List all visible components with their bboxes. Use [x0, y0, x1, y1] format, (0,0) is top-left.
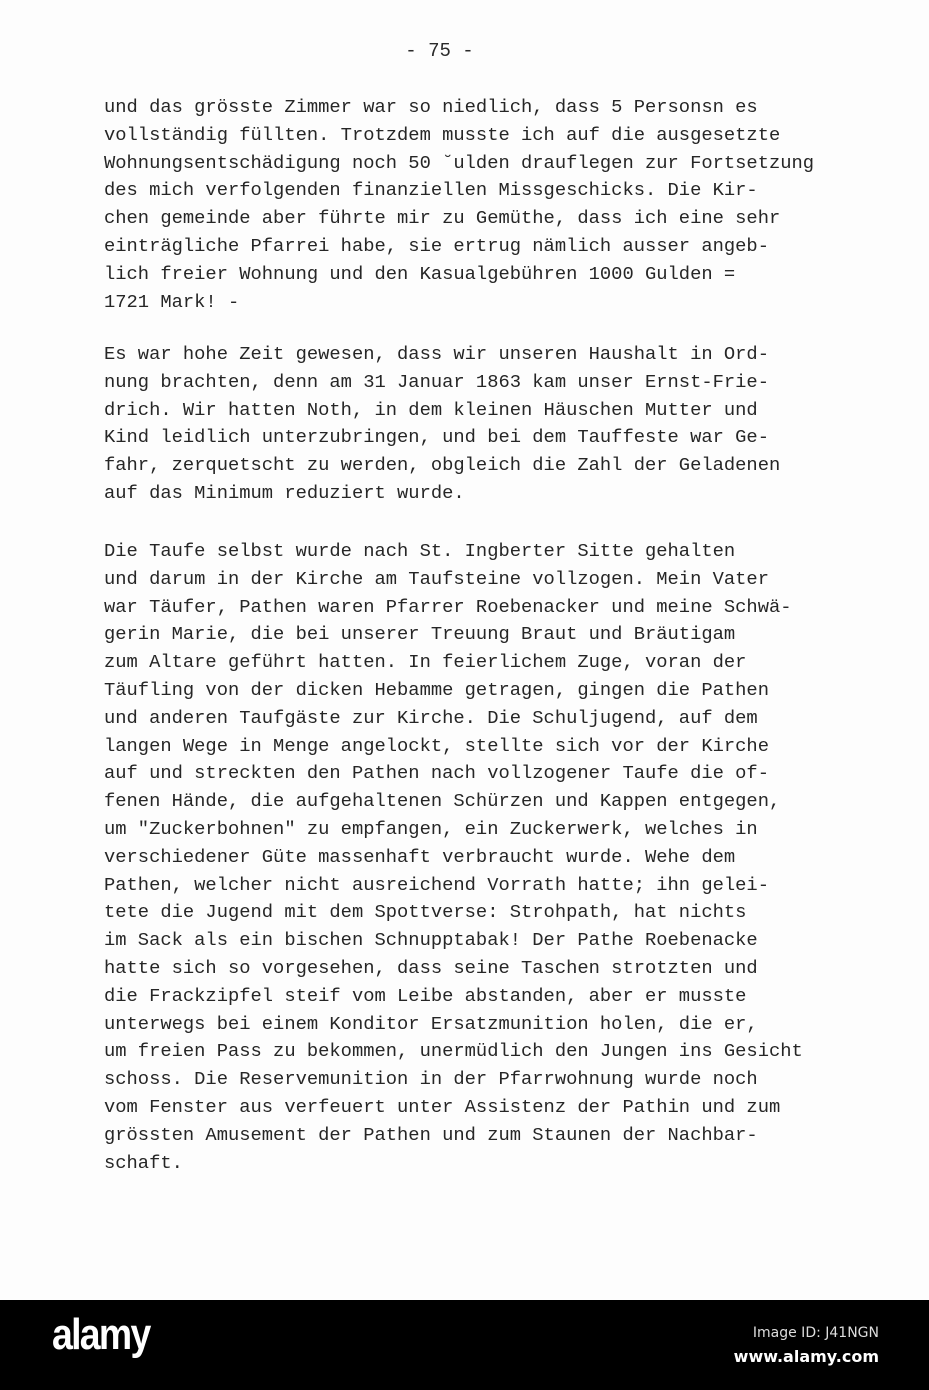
text-line: um "Zuckerbohnen" zu empfangen, ein Zuckerwerk, welches in — [104, 817, 758, 840]
text-line: tete die Jugend mit dem Spottverse: Strohpath, hat nichts — [104, 901, 747, 924]
text-line: langen Wege in Menge angelockt, stellte sich vor der Kirche — [104, 734, 769, 757]
text-line: zum Altare geführt hatten. In feierlichem Zuge, voran der — [104, 651, 747, 674]
text-line: vom Fenster aus verfeuert unter Assistenz der Pathin und zum — [104, 1095, 781, 1118]
text-line: gerin Marie, die bei unserer Treuung Braut und Bräutigam — [104, 623, 736, 646]
text-line: und darum in der Kirche am Taufsteine vollzogen. Mein Vater — [104, 567, 769, 590]
text-line: Es war hohe Zeit gewesen, dass wir unseren Haushalt in Ord- — [104, 343, 769, 365]
text-line: Täufling von der dicken Hebamme getragen, gingen die Pathen — [104, 678, 769, 701]
text-line: des mich verfolgenden finanziellen Missgeschicks. Die Kir- — [104, 179, 758, 202]
text-line: nung brachten, denn am 31 Januar 1863 kam unser Ernst-Frie- — [104, 370, 769, 393]
text-line: im Sack als ein bischen Schnupptabak! Der Pathe Roebenacke — [104, 929, 758, 952]
text-line: Wohnungsentschädigung noch 50 ˘ulden drauflegen zur Fortsetzung — [104, 151, 815, 174]
text-line: Kind leidlich unterzubringen, und bei dem Tauffeste war Ge- — [104, 426, 769, 449]
paragraph-2 — [104, 341, 780, 508]
text-line: auf das Minimum reduziert wurde. — [104, 481, 465, 504]
text-line: die Frackzipfel steif vom Leibe abstanden, aber er musste — [104, 984, 747, 1007]
text-line: war Täufer, Pathen waren Pfarrer Roebenacker und meine Schwä- — [104, 595, 792, 618]
watermark-footer — [0, 1300, 929, 1390]
text-line: unterwegs bei einem Konditor Ersatzmunition holen, die er, — [104, 1012, 758, 1035]
text-line: vollständig füllten. Trotzdem musste ich auf die ausgesetzte — [104, 123, 781, 146]
text-line: Pathen, welcher nicht ausreichend Vorrath hatte; ihn gelei- — [104, 873, 769, 896]
text-line: fahr, zerquetscht zu werden, obgleich die Zahl der Geladenen — [104, 454, 781, 477]
text-line: auf und streckten den Pathen nach vollzogener Taufe die of- — [104, 762, 769, 785]
paragraph-3 — [104, 538, 803, 1177]
text-line: schaft. — [104, 1151, 183, 1174]
paragraph-1 — [104, 94, 814, 316]
text-line: 1721 Mark! - — [104, 290, 240, 313]
alamy-logo: alamy — [52, 1310, 150, 1359]
text-line: verschiedener Güte massenhaft verbraucht wurde. Wehe dem — [104, 845, 736, 868]
text-line: lich freier Wohnung und den Kasualgebühren 1000 Gulden = — [104, 262, 736, 285]
image-id: Image ID: J41NGN — [752, 1325, 879, 1341]
text-line: einträgliche Pfarrei habe, sie ertrug nämlich ausser angeb- — [104, 234, 769, 257]
website-link: www.alamy.com — [733, 1347, 879, 1366]
text-line: fenen Hände, die aufgehaltenen Schürzen und Kappen entgegen, — [104, 790, 781, 813]
text-line: und das grösste Zimmer war so niedlich, dass 5 Personsn es — [104, 96, 758, 118]
text-line: drich. Wir hatten Noth, in dem kleinen Häuschen Mutter und — [104, 398, 758, 421]
text-line: hatte sich so vorgesehen, dass seine Taschen strotzten und — [104, 956, 758, 979]
text-line: Die Taufe selbst wurde nach St. Ingberter Sitte gehalten — [104, 540, 736, 562]
page-number: - 75 - — [405, 40, 474, 62]
text-line: chen gemeinde aber führte mir zu Gemüthe, dass ich eine sehr — [104, 207, 781, 230]
text-line: und anderen Taufgäste zur Kirche. Die Schuljugend, auf dem — [104, 706, 758, 729]
text-line: um freien Pass zu bekommen, unermüdlich den Jungen ins Gesicht — [104, 1040, 803, 1063]
text-line: schoss. Die Reservemunition in der Pfarrwohnung wurde noch — [104, 1068, 758, 1091]
text-line: grössten Amusement der Pathen und zum Staunen der Nachbar- — [104, 1123, 758, 1146]
